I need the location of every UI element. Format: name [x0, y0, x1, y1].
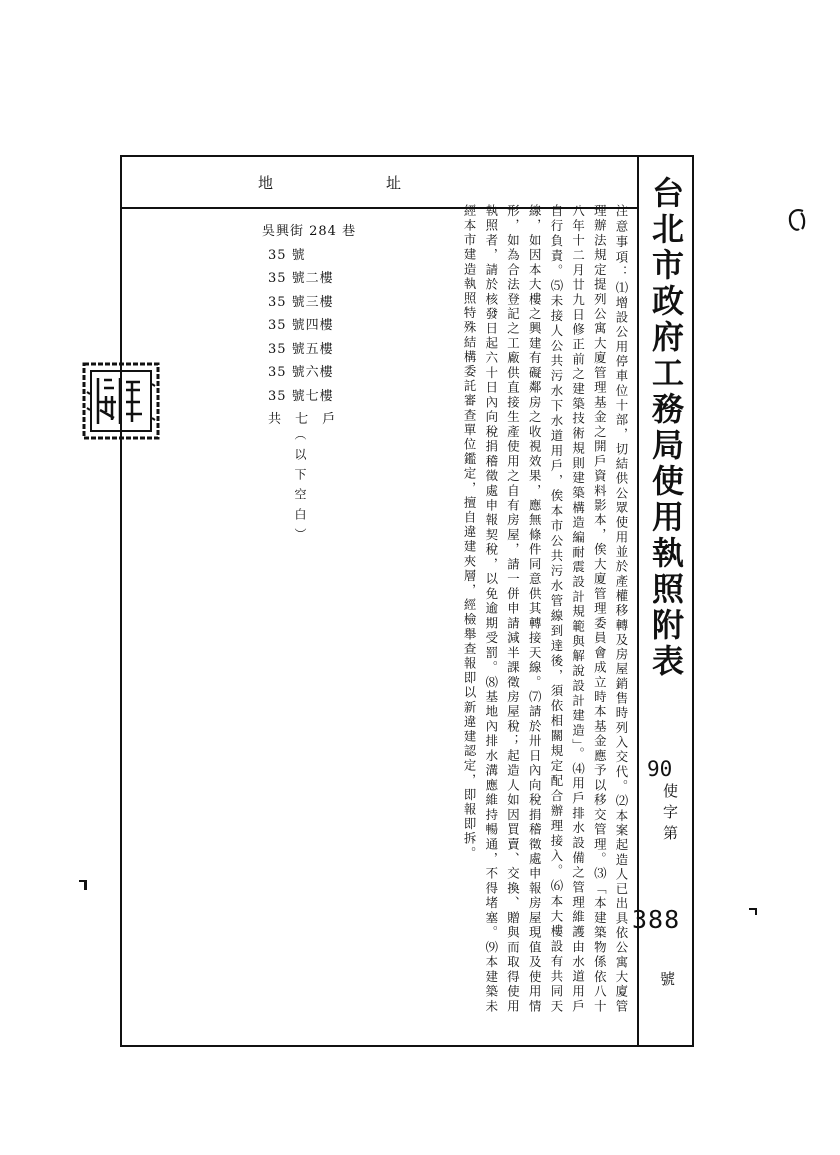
household-total: 共 七 戶 [268, 412, 341, 427]
address-street: 吳興街 284 巷 [262, 224, 357, 239]
permit-prefix: 使字第 [661, 783, 679, 846]
address-item: 35 號四樓 [268, 318, 334, 333]
binding-hole-mark [787, 207, 809, 233]
address-item: 35 號七樓 [268, 388, 334, 404]
official-seal-stamp [82, 362, 160, 440]
address-item: 35 號五樓 [268, 341, 334, 357]
address-item: 35 號 [268, 247, 306, 263]
address-header-col1: 地 [258, 174, 274, 192]
blank-remark: （以下空白） [293, 428, 307, 548]
notes-heading: 注意事項： [614, 204, 629, 282]
notes-body: ⑴增設公用停車位十部，切結供公眾使用並於產權移轉及房屋銷售時列入交代。⑵本案起造人已出具依公寓大廈管理辦法規定提列公寓大廈管理基金之開戶資料影本，俟大廈管理委員會成立時本基金應予以移交管理。⑶「本建築物係依八十八年十二月廿九日修正前之建築技術規則建築構造編耐震設計規範與解說設計建造」。⑷用戶排水設備之管理維護由水道用戶自行負責。⑸未接人公共污水下水道用戶，俟本市公共污水管線到達後，須依相關規定配合辦理接入。⑹本大樓設有共同天線，如因本大樓之興建有礙鄰房之收視效果，應無條件同意供其轉接天線。⑺請於卅日內向稅捐稽徵處申報房屋現值及使用情形，如為合法登記之工廠供直接生產使用之自有房屋，請一併申請減半課徵房屋稅；起造人如因買賣、交換、贈與而取得使用執照者，請於核發日起六十日內向稅捐稽徵處申報契稅，以免逾期受罰。⑻基地內排水溝應維持暢通，不得堵塞。⑼本建築未經本市建造執照特殊結構委託審查單位鑑定，擅自違建夾層，經檢舉查報即以新違建認定，即報即拆。 [462, 204, 629, 1014]
scan-mark-left-tick [79, 880, 87, 882]
permit-number: 388 [632, 905, 681, 934]
address-item: 35 號二樓 [268, 271, 334, 286]
address-item: 35 號六樓 [268, 365, 334, 380]
address-list [262, 220, 392, 408]
permit-year: 90 [647, 757, 673, 781]
address-item: 35 號三樓 [268, 294, 334, 310]
document-title: 台北市政府工務局使用執照附表 [647, 176, 685, 680]
notes-section [436, 204, 632, 1014]
permit-suffix: 號 [660, 970, 676, 988]
scan-mark-right-tick [749, 908, 757, 910]
address-header-col2: 址 [386, 174, 402, 192]
